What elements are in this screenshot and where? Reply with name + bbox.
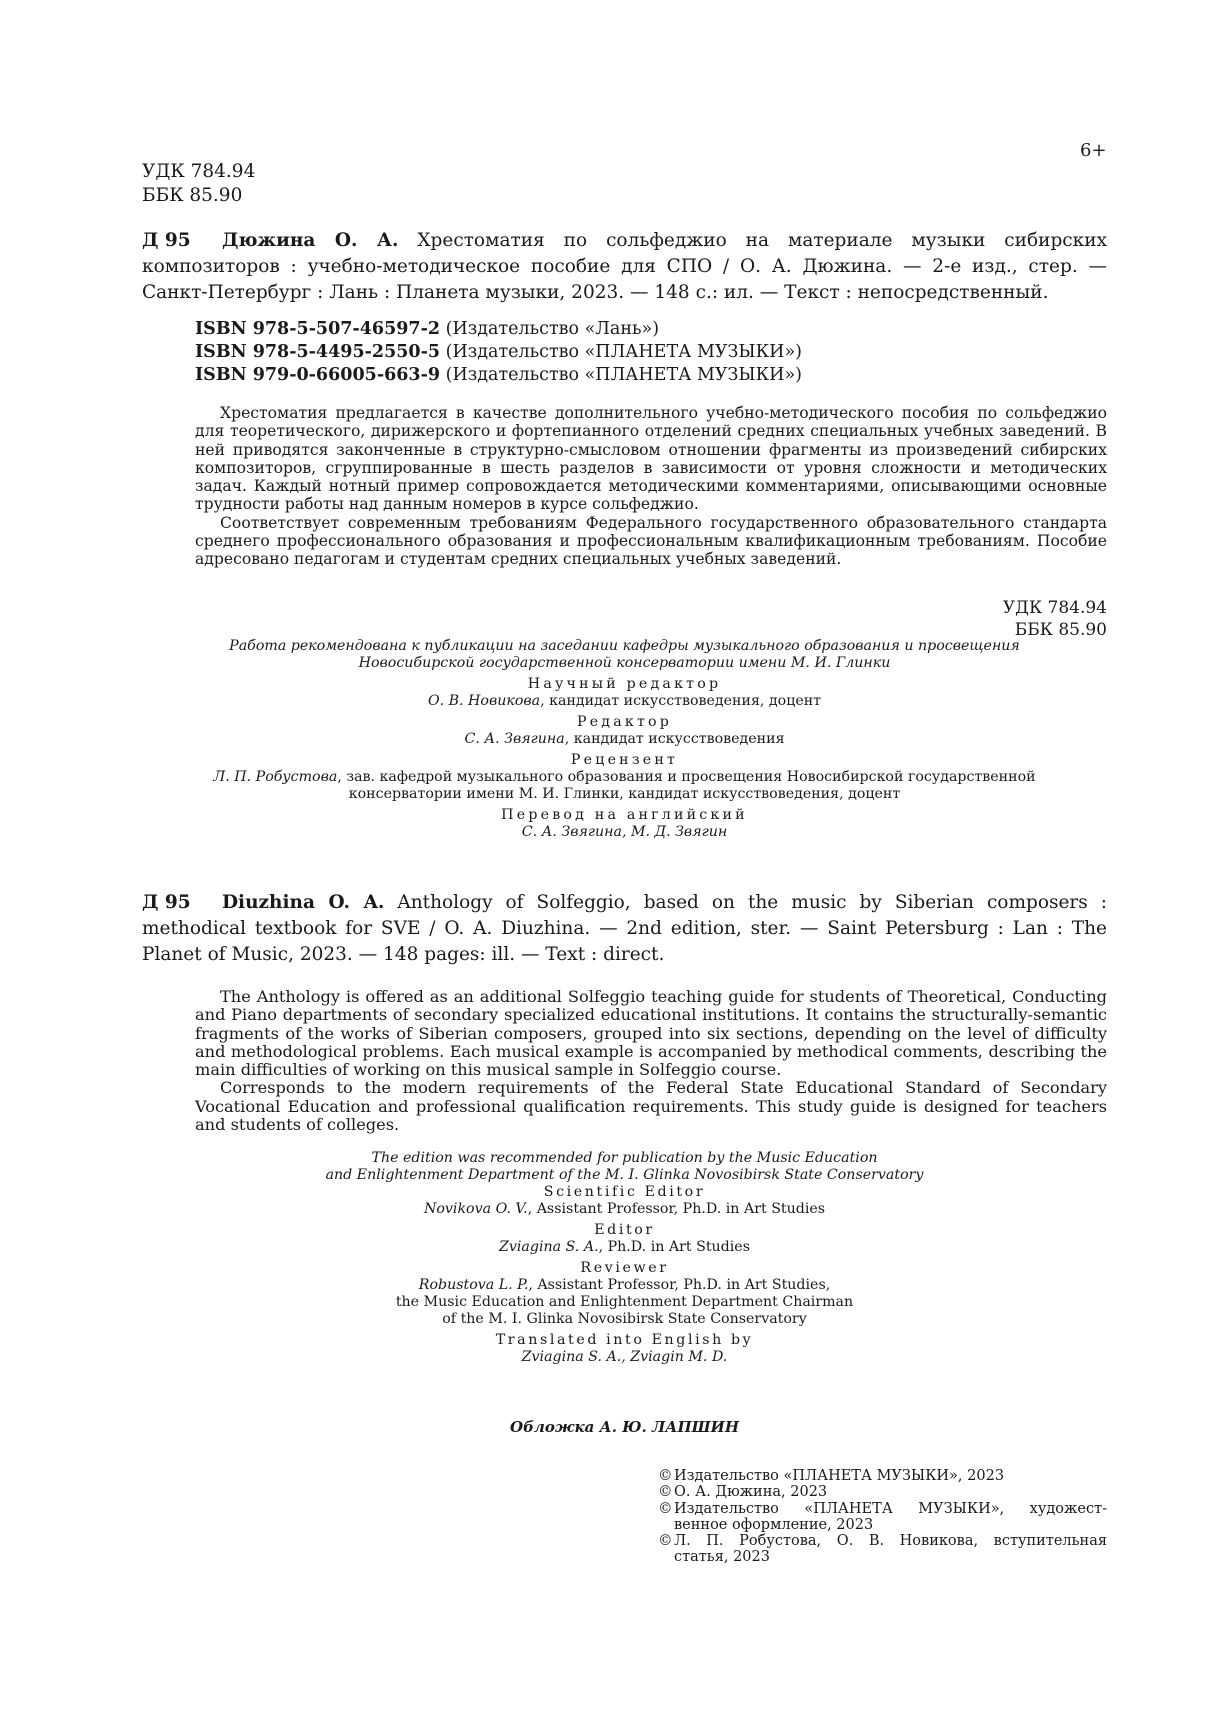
ru-credits [142, 638, 1107, 841]
translators: С. А. Звягина, М. Д. Звягин [521, 824, 728, 840]
classification-right [960, 597, 1107, 641]
copyright-symbol: © [658, 1533, 673, 1550]
scientific-editor: Novikova O. V., Assistant Professor, Ph.D. in Art Studies [423, 1201, 826, 1217]
reviewer-label: Рецензент [570, 752, 679, 768]
en-bibliographic-entry [142, 890, 1107, 968]
en-entry-description: Anthology of Solfeggio, based on the music by Siberian composers : methodical textbook for SVE / O. A. Diuzhina. — 2nd edition, ster. — Saint Petersburg : Lan : The Planet of Music, 2023. — 148 pages: ill. — Text : direct. [142, 892, 1107, 965]
copyright-item: © Издательство «ПЛАНЕТА МУЗЫКИ», художест- [658, 1500, 1107, 1517]
isbn-number: ISBN 978-5-4495-2550-5 [195, 342, 441, 362]
en-credits [142, 1150, 1107, 1366]
abstract-paragraph: The Anthology is offered as an additional Solfeggio teaching guide for students of Theoretical, Conducting and Piano departments of secondary specialized educational institutions. It contains the structurally-semantic fragments of the works of Siberian composers, grouped into six sections, depending on the level of difficulty and methodological problems. Each musical example is accompanied by methodical comments, describing the main difficulties of working on this musical sample in Solfeggio course. [195, 987, 1107, 1080]
isbn-publisher: (Издательство «ПЛАНЕТА МУЗЫКИ») [445, 342, 802, 362]
author-mark: Д 95 [142, 892, 191, 913]
isbn-number: ISBN 979-0-66005-663-9 [195, 365, 441, 385]
editor: С. А. Звягина, кандидат искусствоведения [464, 731, 785, 747]
isbn-list [195, 318, 802, 387]
isbn-publisher: (Издательство «ПЛАНЕТА МУЗЫКИ») [445, 365, 802, 385]
copyright-item: © Издательство «ПЛАНЕТА МУЗЫКИ», 2023 [658, 1468, 1005, 1484]
udk-code: УДК 784.94 [142, 161, 256, 182]
ru-entry-author: Дюжина О. А. [222, 230, 399, 251]
recommendation-line: and Enlightenment Department of the M. I. Glinka Novosibirsk State Conservatory [325, 1167, 924, 1183]
abstract-paragraph: Corresponds to the modern requirements of the Federal State Educational Standard of Secondary Vocational Education and professional qualification requirements. This study guide is designed for teachers and students of colleges. [195, 1078, 1107, 1135]
copyright-block: © Издательство «ПЛАНЕТА МУЗЫКИ», 2023 © О. А. Дюжина, 2023 © Издательство «ПЛАНЕТА МУЗЫКИ», художест- венное оформление, 2023 © Л. П. Робустова, О. В. Новикова, вступительная статья, 2023 [658, 1468, 1107, 1566]
abstract-paragraph: Соответствует современным требованиям Федерального государственного образовательного стандарта среднего профессионального образования и профессиональным квалификационным требованиям. Пособие адресовано педагогам и студентам средних специальных учебных заведений. [195, 513, 1107, 569]
en-entry-text [142, 890, 1107, 968]
copyright-item: © Л. П. Робустова, О. В. Новикова, вступительная [658, 1533, 1107, 1550]
ru-abstract [195, 404, 1107, 569]
editor-label: Редактор [576, 714, 673, 730]
scientific-editor-label: Научный редактор [527, 676, 722, 692]
copyright-symbol: © [658, 1468, 673, 1484]
reviewer-continued: the Music Education and Enlightenment Department Chairman [395, 1294, 854, 1310]
reviewer: Л. П. Робустова, зав. кафедрой музыкального образования и просвещения Новосибирской государственной [213, 769, 1036, 785]
isbn-row [195, 341, 802, 364]
reviewer: Robustova L. P., Assistant Professor, Ph.D. in Art Studies, [418, 1277, 831, 1293]
copyright-symbol: © [658, 1500, 673, 1517]
ru-entry-description: Хрестоматия по сольфеджио на материале музыки сибирских композиторов : учебно-методическое пособие для СПО / О. А. Дюжина. — 2-е изд., стер. — Санкт-Петербург : Лань : Планета музыки, 2023. — 148 с.: ил. — Текст : непосредственный. [142, 230, 1107, 303]
scientific-editor-label: Scientific Editor [543, 1184, 706, 1200]
reviewer-continued: of the M. I. Glinka Novosibirsk State Conservatory [442, 1311, 807, 1327]
en-entry-author: Diuzhina O. A. [222, 892, 385, 913]
ru-entry-text [142, 228, 1107, 306]
recommendation-line: Новосибирской государственной консерватории имени М. И. Глинки [358, 655, 891, 671]
recommendation-line: Работа рекомендована к публикации на заседании кафедры музыкального образования и просвещения [229, 638, 1020, 654]
classification-top [142, 160, 255, 208]
isbn-row [195, 318, 802, 341]
isbn-row [195, 364, 802, 387]
abstract-paragraph: Хрестоматия предлагается в качестве дополнительного учебно-методического пособия по сольфеджио для теоретического, дирижерского и фортепианного отделений средних специальных учебных заведений. В ней приводятся законченные в структурно-смысловом отношении фрагменты из произведений сибирских композиторов, сгруппированные в шесть разделов в зависимости от уровня сложности и методических задач. Каждый нотный пример сопровождается методическими комментариями, описывающими основные трудности работы над данным номеров в курсе сольфеджио. [195, 404, 1107, 514]
cover-credit: Обложка А. Ю. ЛАПШИН [510, 1418, 739, 1436]
udk-code: УДК 784.94 [1002, 598, 1107, 618]
copyright-symbol: © [658, 1484, 673, 1501]
isbn-number: ISBN 978-5-507-46597-2 [195, 319, 441, 339]
recommendation-line: The edition was recommended for publication by the Music Education [371, 1150, 878, 1166]
translation-label: Перевод на английский [501, 807, 748, 823]
age-rating: 6+ [1080, 140, 1107, 161]
author-mark: Д 95 [142, 230, 191, 251]
ru-bibliographic-entry [142, 228, 1107, 306]
bbk-code: ББК 85.90 [142, 185, 243, 206]
bbk-code: ББК 85.90 [1014, 620, 1107, 640]
translation-label: Translated into English by [495, 1332, 754, 1348]
reviewer-label: Reviewer [580, 1260, 669, 1276]
editor: Zviagina S. A., Ph.D. in Art Studies [499, 1239, 750, 1255]
copyright-item: © О. А. Дюжина, 2023 [658, 1484, 828, 1501]
editor-label: Editor [594, 1222, 655, 1238]
translators: Zviagina S. A., Zviagin M. D. [521, 1349, 728, 1365]
isbn-publisher: (Издательство «Лань») [445, 319, 660, 339]
scientific-editor: О. В. Новикова, кандидат искусствоведения, доцент [427, 693, 822, 709]
en-abstract [195, 988, 1107, 1134]
reviewer-continued: консерватории имени М. И. Глинки, кандидат искусствоведения, доцент [348, 786, 901, 802]
